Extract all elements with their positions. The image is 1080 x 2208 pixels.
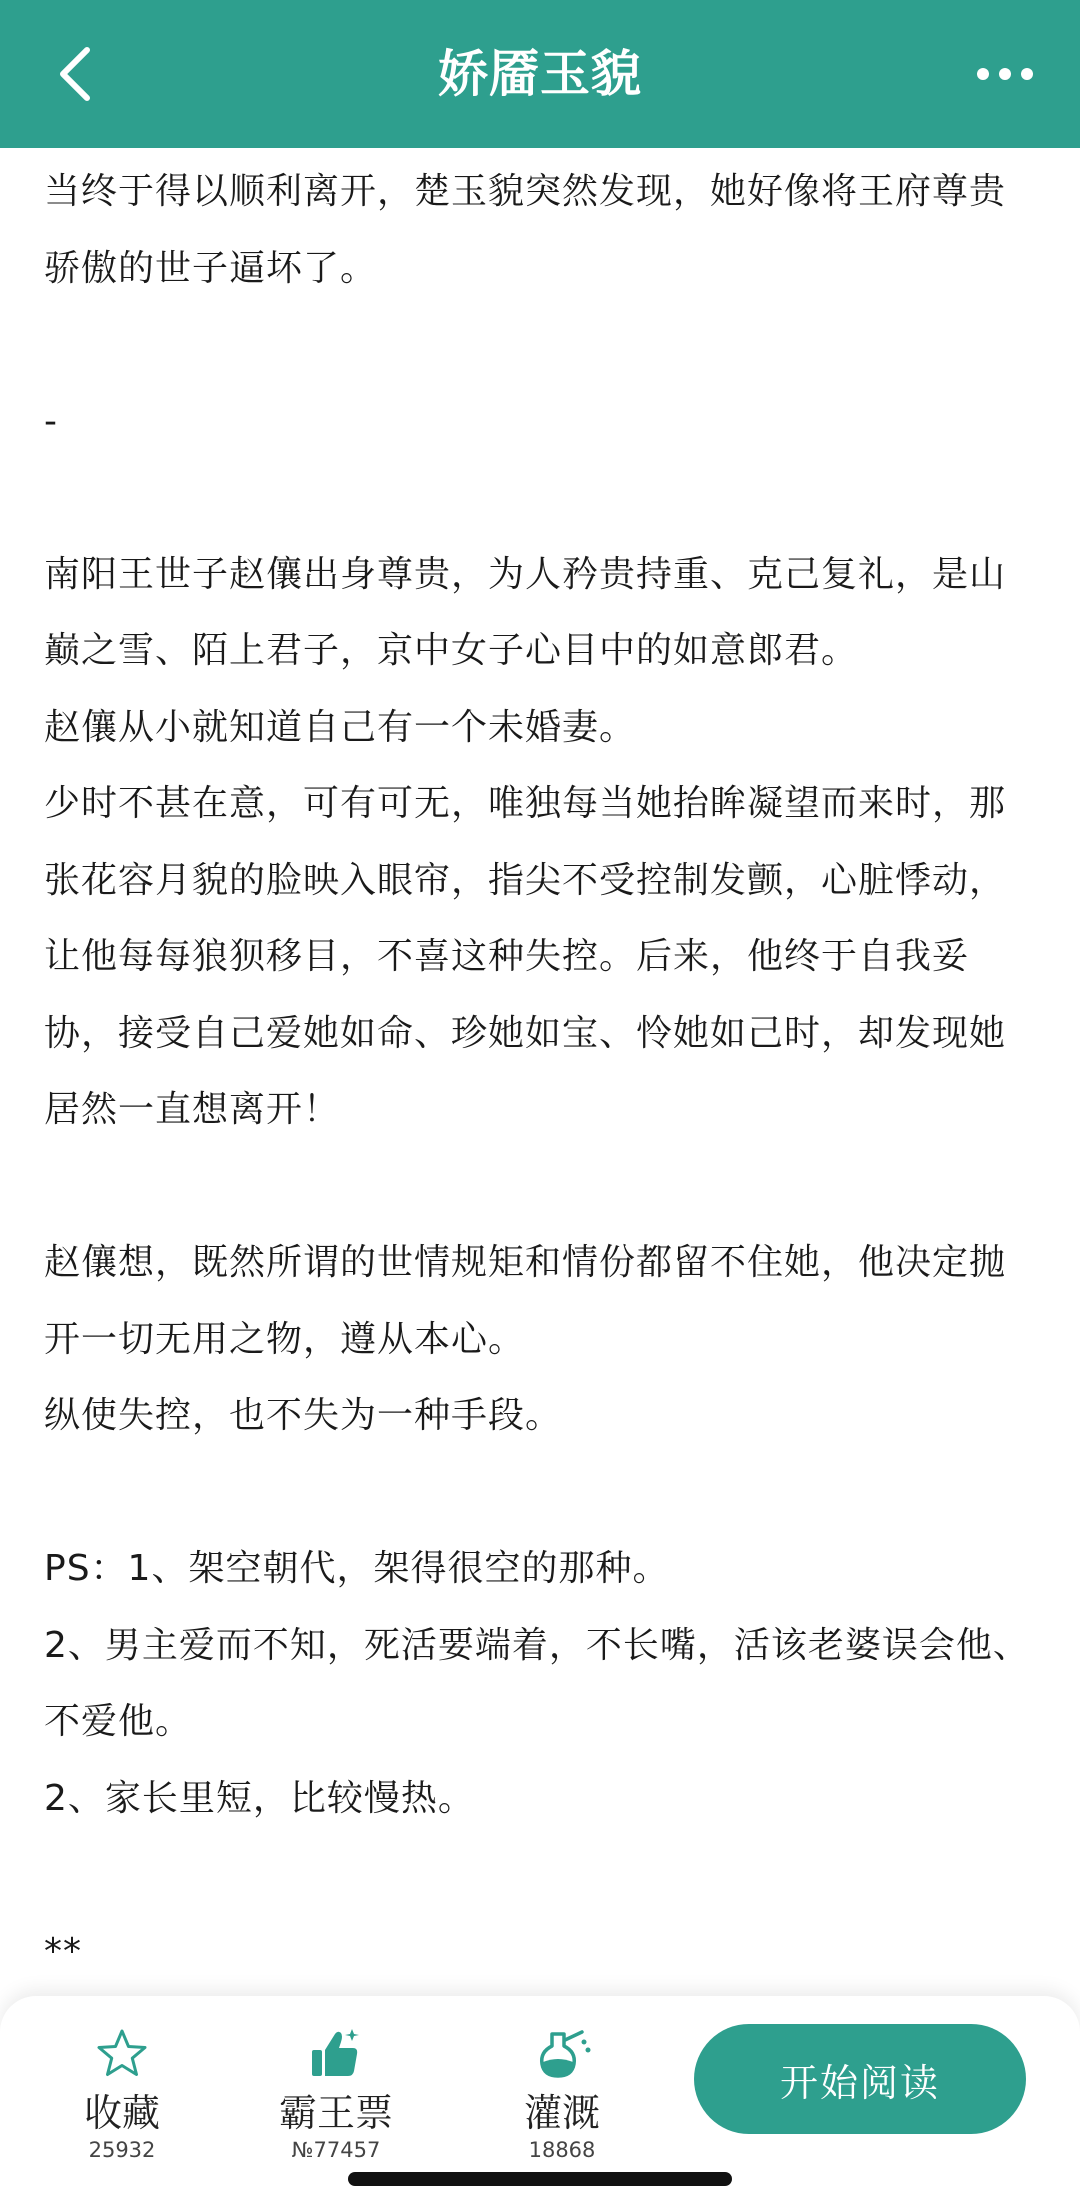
synopsis-paragraph: 2、男主爱而不知，死活要端着，不长嘴，活该老婆误会他、不爱他。 (44, 1624, 1030, 1742)
synopsis-paragraph: 南阳王世子赵儴出身尊贵，为人矜贵持重、克己复礼，是山巅之雪、陌上君子，京中女子心目中的如意郎君。 (44, 553, 1007, 671)
bawang-count: №77457 (291, 2138, 381, 2162)
bawang-ticket-button[interactable] (246, 2024, 426, 2164)
synopsis-paragraph (44, 460, 1040, 537)
favorite-label: 收藏 (83, 2091, 160, 2135)
favorite-count: 25932 (88, 2138, 156, 2162)
synopsis-paragraph: 赵儴从小就知道自己有一个未婚妻。 (44, 706, 637, 748)
watering-flask-icon (532, 2026, 592, 2082)
novel-synopsis (44, 154, 1040, 1990)
more-dots-icon (975, 66, 1035, 82)
top-bar (0, 0, 1080, 148)
page-title: 娇靥玉貌 (438, 45, 642, 103)
synopsis-paragraph: 2、家长里短，比较慢热。 (44, 1777, 475, 1819)
synopsis-paragraph (44, 1837, 1040, 1914)
star-icon (96, 2028, 148, 2080)
synopsis-paragraph: 赵儴想，既然所谓的世情规矩和情份都留不住她，他决定抛开一切无用之物，遵从本心。 (44, 1242, 1007, 1360)
synopsis-paragraph: 纵使失控，也不失为一种手段。 (44, 1395, 563, 1436)
favorite-button[interactable] (32, 2024, 212, 2164)
synopsis-paragraph (44, 1455, 1040, 1532)
more-button[interactable] (960, 44, 1050, 104)
irrigate-label: 灌溉 (523, 2091, 600, 2135)
synopsis-paragraph (44, 1149, 1040, 1226)
chevron-left-icon (55, 44, 95, 104)
synopsis-paragraph: 少时不甚在意，可有可无，唯独每当她抬眸凝望而来时，那张花容月貌的脸映入眼帘，指尖不受控制发颤，心脏悸动，让他每每狼狈移目，不喜这种失控。后来，他终于自我妥协，接受自己爱她如命、珍她如宝、怜她如己时，却发现她居然一直想离开！ (44, 783, 1007, 1130)
thumbs-up-icon (308, 2026, 364, 2082)
irrigate-count: 18868 (528, 2138, 596, 2162)
back-button[interactable] (40, 36, 110, 112)
home-indicator[interactable] (348, 2172, 732, 2186)
synopsis-paragraph: ** (44, 1930, 82, 1972)
bawang-label: 霸王票 (278, 2091, 393, 2135)
synopsis-paragraph: PS：1、架空朝代，架得很空的那种。 (44, 1548, 670, 1589)
irrigate-button[interactable] (472, 2024, 652, 2164)
synopsis-paragraph: 当终于得以顺利离开，楚玉貌突然发现，她好像将王府尊贵骄傲的世子逼坏了。 (44, 171, 1007, 289)
synopsis-paragraph: - (44, 400, 58, 442)
start-reading-button[interactable]: 开始阅读 (694, 2024, 1026, 2134)
synopsis-paragraph (44, 307, 1040, 384)
